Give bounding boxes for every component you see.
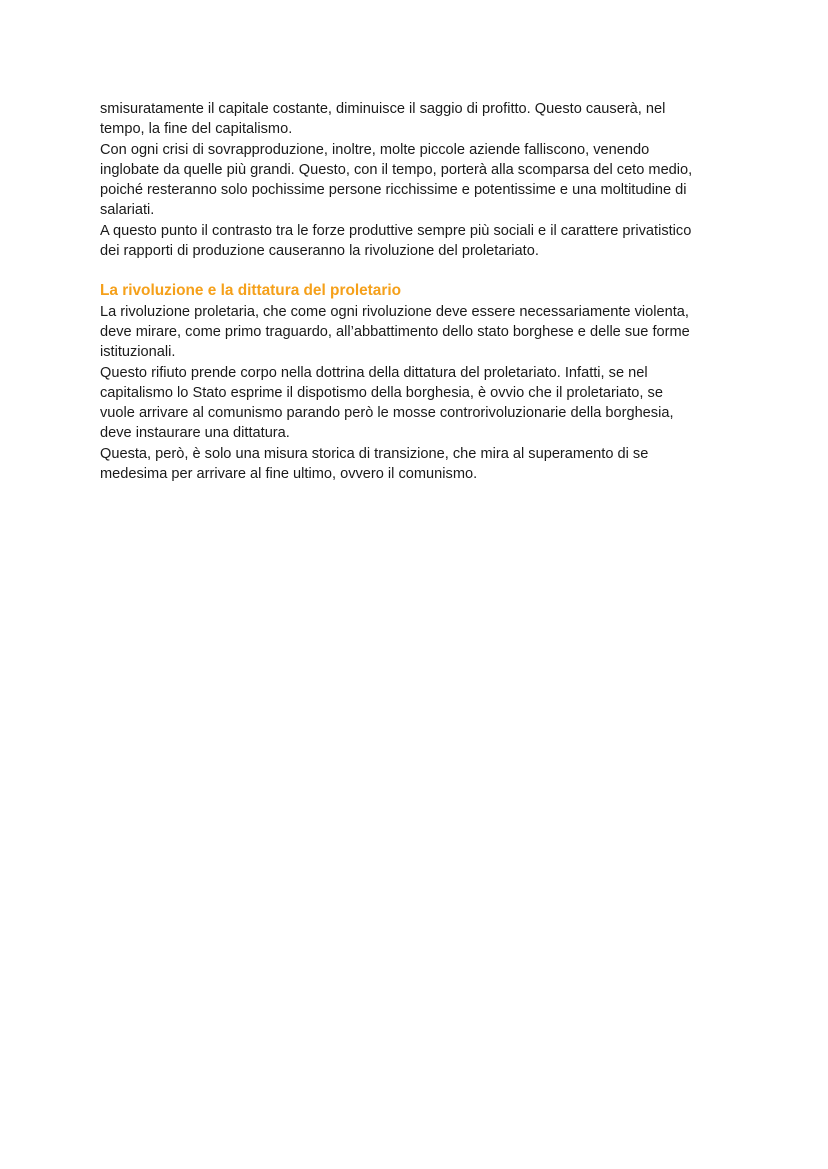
text-line: capitalismo lo Stato esprime il dispotismo della borghesia, è ovvio che il proletariato, se [100, 384, 663, 401]
text-line: istituzionali. [100, 344, 176, 361]
text-line: tempo, la fine del capitalismo. [100, 121, 293, 138]
text-line: smisuratamente il capitale costante, diminuisce il saggio di profitto. Questo causerà, nel [100, 101, 666, 117]
section-capitalism-crisis [100, 99, 730, 261]
text-line: salariati. [100, 202, 155, 219]
text-line: A questo punto il contrasto tra le forze produttive sempre più sociali e il carattere privatistico [100, 222, 692, 239]
text-line: inglobate da quelle più grandi. Questo, con il tempo, porterà alla scomparsa del ceto medio, [100, 161, 693, 178]
text-line: Questa, però, è solo una misura storica di transizione, che mira al superamento di se [100, 445, 649, 462]
text-line: La rivoluzione proletaria, che come ogni rivoluzione deve essere necessariamente violenta, [100, 303, 689, 320]
text-line: Con ogni crisi di sovrapproduzione, inoltre, molte piccole aziende falliscono, venendo [100, 141, 650, 158]
text-line: vuole arrivare al comunismo parando però le mosse controrivoluzionarie della borghesia, [100, 405, 674, 422]
text-line: dei rapporti di produzione causeranno la rivoluzione del proletariato. [100, 243, 539, 260]
text-line: deve mirare, come primo traguardo, all’abbattimento dello stato borghese e delle sue forme [100, 323, 690, 340]
text-line: medesima per arrivare al fine ultimo, ovvero il comunismo. [100, 466, 478, 483]
document-body [100, 99, 730, 484]
text-line: deve instaurare una dittatura. [100, 425, 290, 442]
section-revolution [100, 281, 730, 484]
section-heading: La rivoluzione e la dittatura del proletario [100, 282, 402, 300]
paragraph-gap [100, 261, 730, 281]
text-line: Questo rifiuto prende corpo nella dottrina della dittatura del proletariato. Infatti, se nel [100, 364, 648, 381]
text-line: poiché resteranno solo pochissime persone ricchissime e potentissime e una moltitudine di [100, 182, 687, 199]
